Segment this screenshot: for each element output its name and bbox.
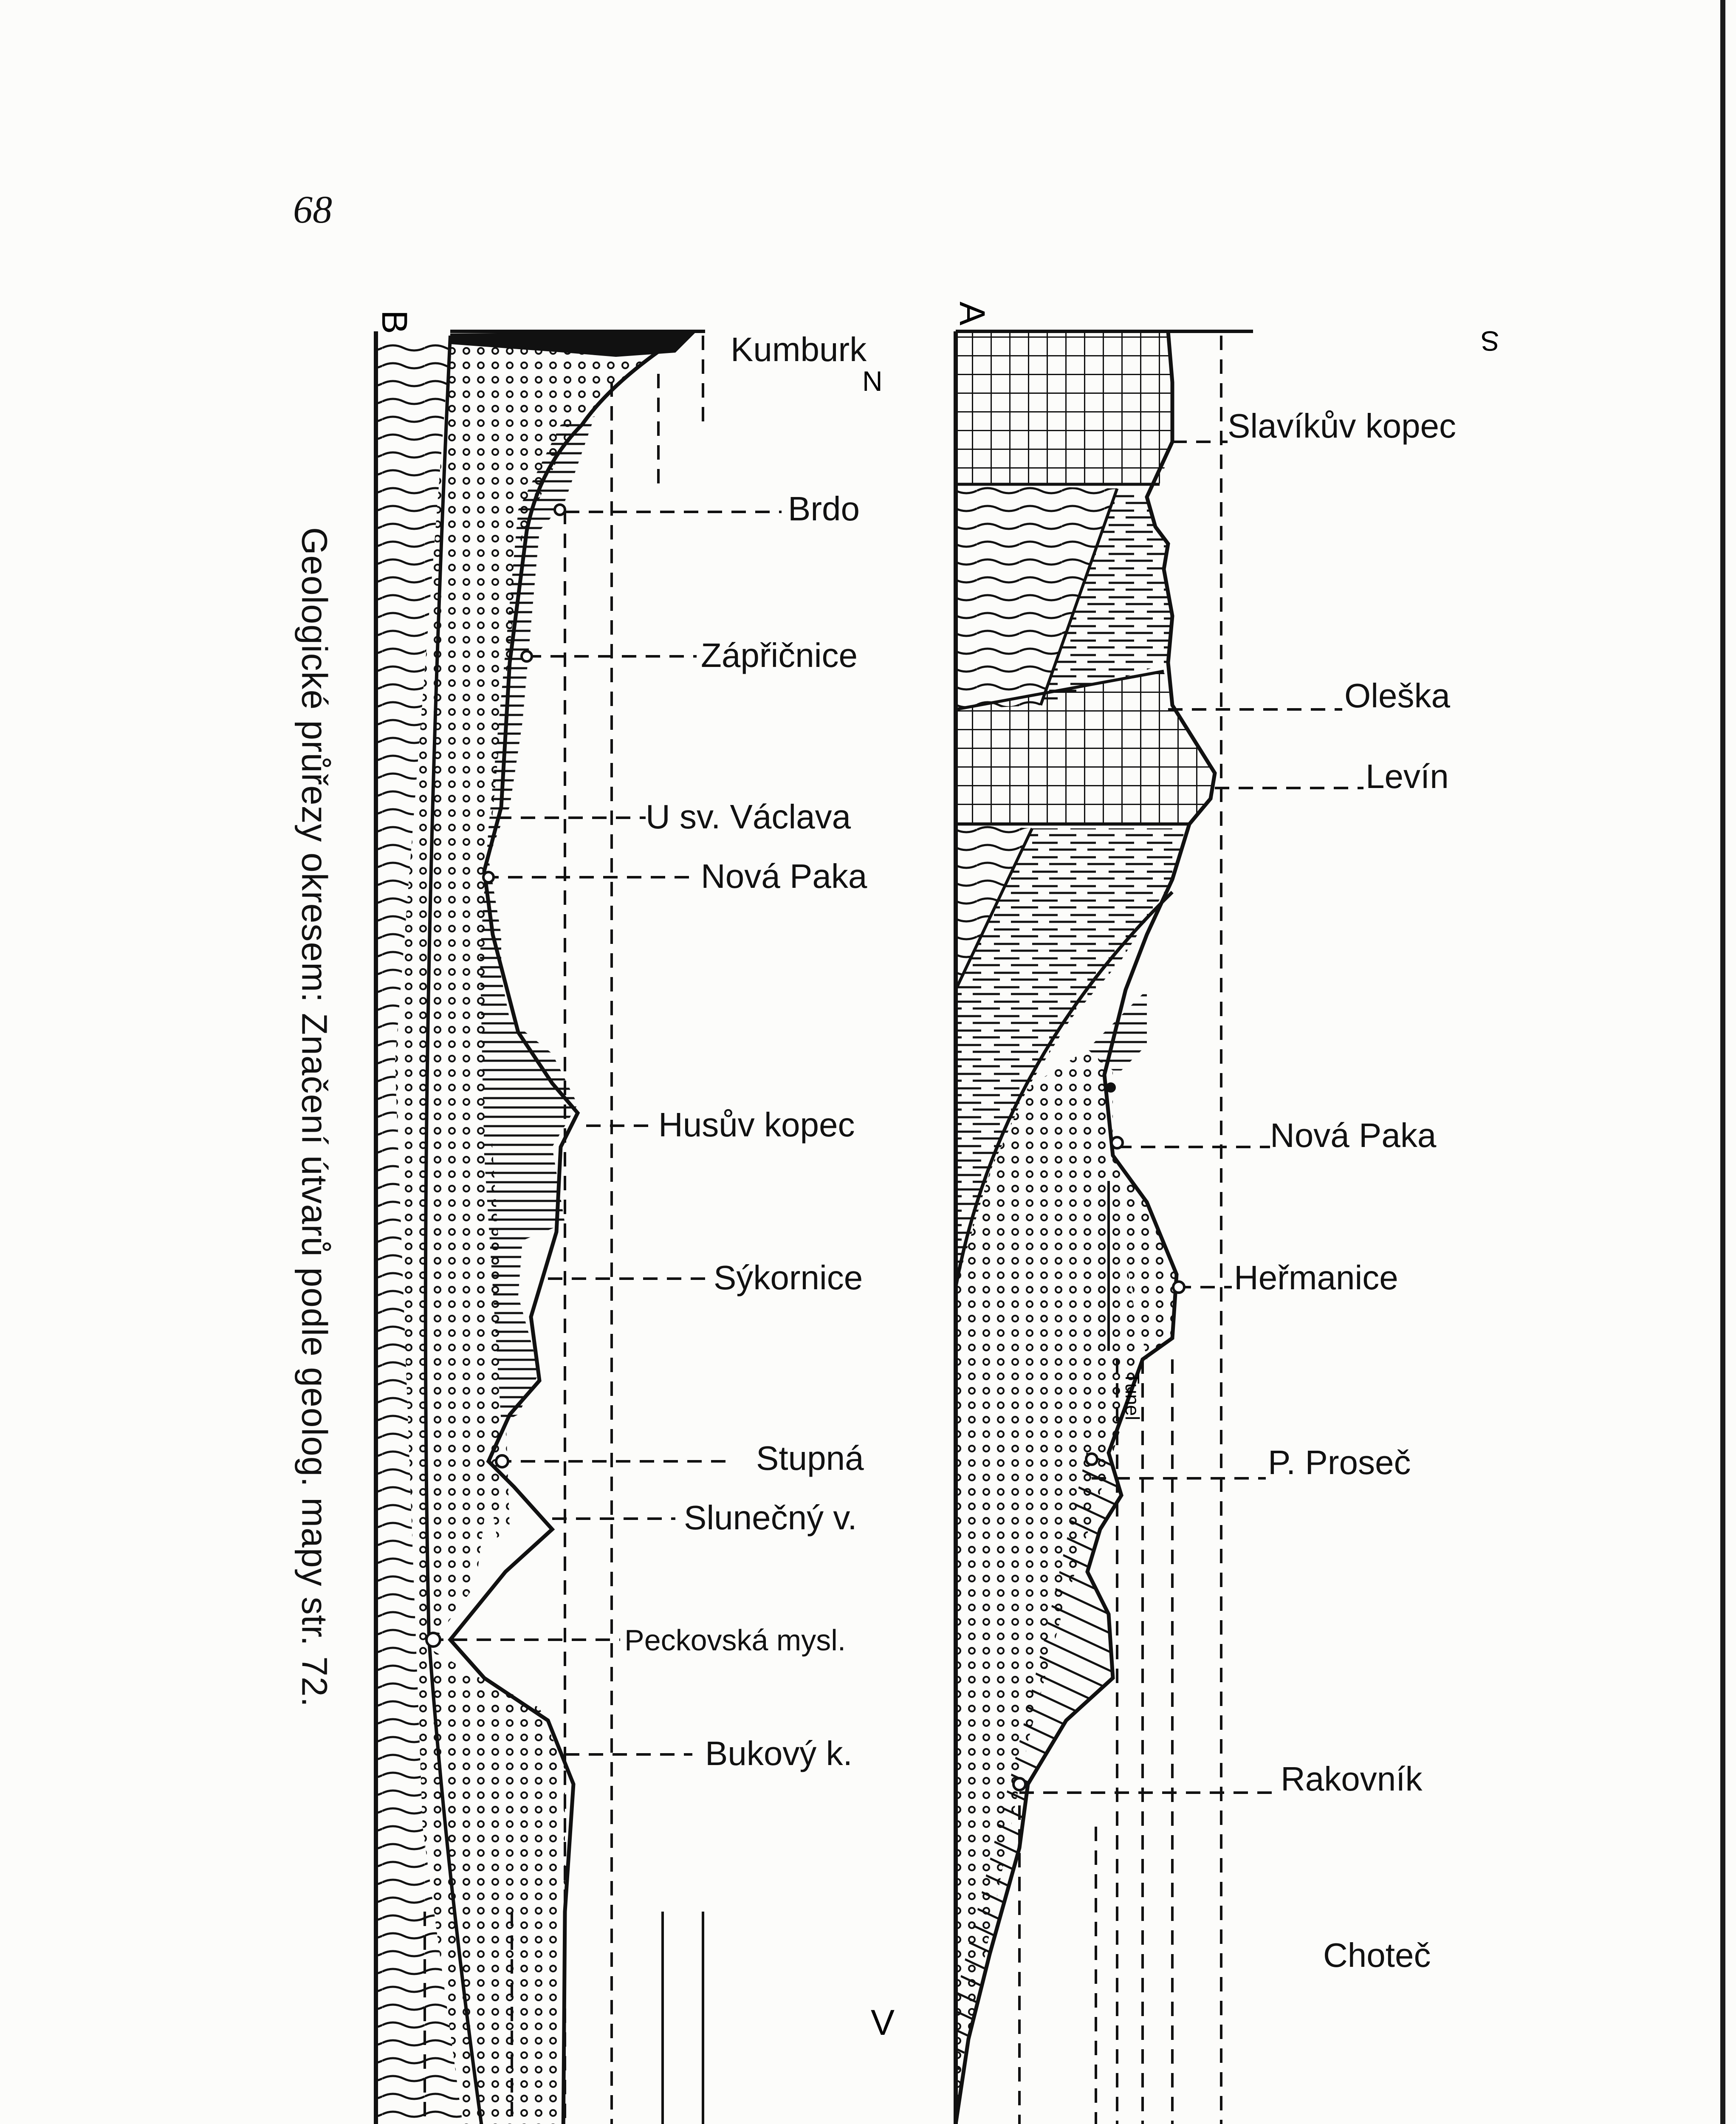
label-stupna: Stupná xyxy=(756,1439,864,1477)
page-number: 68 xyxy=(293,188,332,231)
label-husuv-kopec: Husův kopec xyxy=(658,1106,855,1144)
label-hermanice: Heřmanice xyxy=(1234,1259,1398,1296)
label-slavikuv-kopec: Slavíkův kopec xyxy=(1228,407,1457,445)
section-b-start-letter: B xyxy=(375,310,415,334)
section-a-compass: S xyxy=(1480,325,1499,357)
label-nova-paka-a: Nová Paka xyxy=(1270,1116,1437,1154)
label-kumburk: Kumburk xyxy=(731,330,867,368)
section-a-grid-top xyxy=(956,331,1172,484)
label-bukovy-k: Bukový k. xyxy=(705,1734,852,1772)
label-nova-paka-b: Nová Paka xyxy=(701,857,867,895)
label-tunel: Tunel xyxy=(1121,1372,1143,1421)
label-slunecny-v: Slunečný v. xyxy=(684,1499,857,1537)
label-brdo: Brdo xyxy=(788,490,860,528)
section-a-start-letter: A xyxy=(952,302,992,326)
label-levin: Levín xyxy=(1366,757,1449,795)
label-u-sv-vaclava: U sv. Václava xyxy=(646,798,851,836)
label-chotec: Choteč xyxy=(1323,1936,1431,1974)
label-p-prosec: P. Proseč xyxy=(1268,1443,1411,1481)
section-a xyxy=(952,302,1499,2124)
label-rakovnik: Rakovník xyxy=(1281,1760,1423,1798)
label-oleska: Oleška xyxy=(1344,677,1450,715)
figure-caption: Geologické průřezy okresem: Značení útvarů podle geolog. mapy str. 72. xyxy=(294,527,335,1708)
label-peckovska-mysl: Peckovská mysl. xyxy=(624,1624,846,1657)
section-b-end-letter: V xyxy=(871,2003,895,2042)
label-zapricnice: Zápřičnice xyxy=(701,636,858,674)
label-sykornice: Sýkornice xyxy=(714,1259,863,1296)
section-b xyxy=(373,310,895,2124)
section-b-compass: N xyxy=(862,365,883,397)
